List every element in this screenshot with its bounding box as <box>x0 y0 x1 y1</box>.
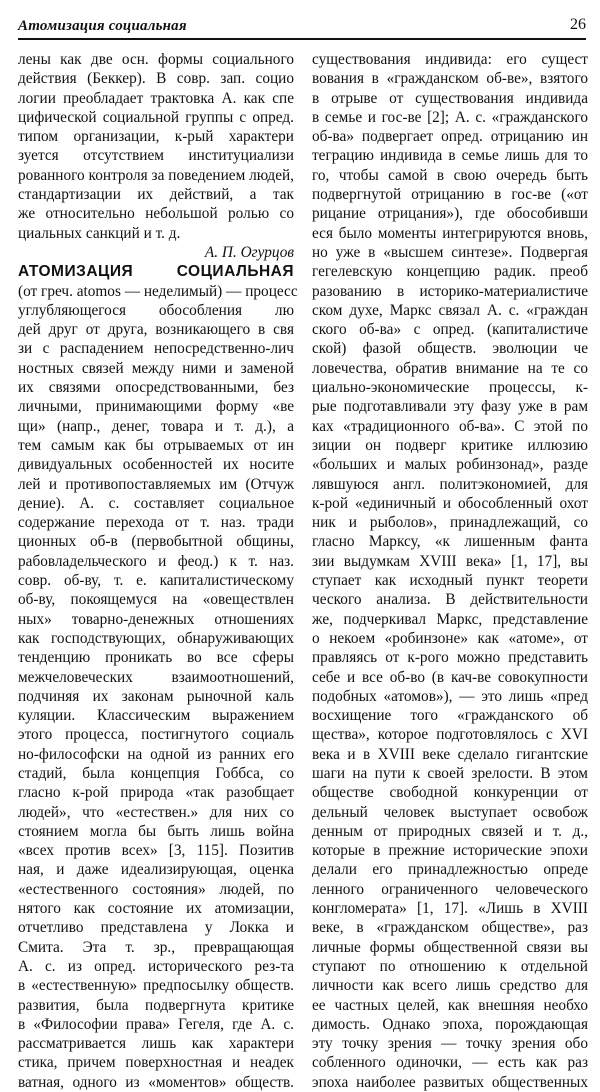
text-line: личные формы общественной связи вы <box>312 938 588 956</box>
text-line: шаги на пути к своей зрелости. В этом <box>312 764 588 782</box>
text-line: ском духе, Маркс связал А. с. «граждан <box>312 301 588 319</box>
text-line: стика, причем поверхностная и неадек <box>18 1054 294 1072</box>
text-line: ностных связей между ними и заменой <box>18 359 294 377</box>
text-line: восхищение того «гражданского об <box>312 707 588 725</box>
text-columns <box>18 50 588 1091</box>
text-line: гегелевскую концепцию радик. преоб <box>312 263 588 281</box>
text-line: зуется отсутствием институциализи <box>18 147 294 165</box>
text-line: в семье и гос-ве [2]; А. с. «гражданского <box>312 108 588 126</box>
text-line: подчиняя их законам рыночной каль <box>18 687 294 705</box>
text-line: конгломерата» [1, 17]. «Лишь в XVIII <box>312 900 588 918</box>
text-line: существования индивида: его сущест <box>312 51 588 68</box>
text-line: о некоем «робинзоне» как «атоме», от <box>312 629 588 647</box>
text-line: денным от природных связей и т. д., <box>312 822 588 840</box>
text-line: действия (Беккер). В совр. зап. социо <box>18 70 294 88</box>
left-column <box>18 50 298 1091</box>
text-line: обществе свободной конкуренции от <box>312 784 588 802</box>
text-line: гласно к-рой природа «так разобщает <box>18 784 294 802</box>
text-line: совр. об-ву, т. е. капиталистическому <box>18 572 294 590</box>
text-line: (от греч. atomos — неделимый) — процесс <box>18 282 298 300</box>
text-line: гласно Марксу, «к лишенным фанта <box>312 533 588 551</box>
text-line: теграцию индивида в семье лишь для то <box>312 147 588 165</box>
text-line: ная, и даже идеализирующая, оценка <box>18 861 294 879</box>
text-line: рованного контроля за поведением людей, <box>18 166 294 184</box>
text-line: нятого как состояние их атомизации, <box>18 900 294 918</box>
running-title: Атомизация социальная <box>18 18 187 34</box>
text-line: стоянием могла бы быть лишь война <box>18 822 294 840</box>
text-line: лены как две осн. формы социального <box>18 51 294 68</box>
text-line: эпоха наиболее развитых общественных <box>312 1073 588 1091</box>
text-line: дельный человек выступает освобож <box>312 803 588 821</box>
text-line: стандартизации их действий, а так <box>18 186 294 204</box>
text-line: правляясь от к-рого можно представить <box>312 649 588 667</box>
text-line: личными, принимающими форму «ве <box>18 398 294 416</box>
text-line: ступают по отношению к отдельной <box>312 957 588 975</box>
text-line: дей друг от друга, возникающего в свя <box>18 321 294 339</box>
text-line: же, подчеркивал Маркс, представление <box>312 610 588 628</box>
text-line: цифической социальной группы с опред. <box>18 108 294 126</box>
text-line: ловечества, обратив внимание на те со <box>312 359 588 377</box>
text-line: ческого анализа. В действительности <box>312 591 588 609</box>
text-line: щества», которое подготовлялось с XVI <box>312 726 588 744</box>
text-line: рые подготавливали эту фазу уже в рам <box>312 398 588 416</box>
text-line: Смита. Эта т. зр., превращающая <box>18 938 294 956</box>
text-line: подвергнутой отрицанию в гос-ве («от <box>312 186 588 204</box>
text-line: об-ва» подвергает опред. отрицанию ин <box>312 128 588 146</box>
text-line: «больших и малых робинзонад», разде <box>312 456 588 474</box>
text-line: ватная, одного из «моментов» обществ. <box>18 1073 294 1091</box>
text-line: в «Философии права» Гегеля, где А. с. <box>18 1015 294 1033</box>
text-line: тем самым как бы отрываемых от ин <box>18 436 294 454</box>
text-line: вования в «гражданском об-ве», взятого <box>312 70 588 88</box>
text-line: в «естественную» предпосылку обществ. <box>18 977 294 995</box>
text-line: как господствующих, обнаруживающих <box>18 629 294 647</box>
text-line: дение). А. с. составляет социальное <box>18 494 294 512</box>
text-line: го, чтобы самой в свою очередь быть <box>312 166 588 184</box>
entry-headword: АТОМИЗАЦИЯ СОЦИАЛЬНАЯ <box>18 263 294 281</box>
text-line: типом организации, к-рый характери <box>18 128 294 146</box>
text-line: себе и все об-во (в кач-ве совокупности <box>312 668 588 686</box>
text-line: зиции он подверг критике иллюзию <box>312 436 588 454</box>
text-line: стадий, была концепция Гоббса, со <box>18 764 294 782</box>
text-line: которые в прежние исторические эпохи <box>312 842 588 860</box>
text-line: межчеловеческих взаимоотношений, <box>18 668 294 686</box>
text-line: их связями опосредствованными, без <box>18 379 294 397</box>
text-line: еся было моменты интегрируются вновь, <box>312 224 588 242</box>
text-line: логии преобладает трактовка А. как спе <box>18 89 294 107</box>
text-line: века и в XVIII веке сделало гигантские <box>312 745 588 763</box>
running-header <box>18 12 586 40</box>
text-line: делали его принадлежностью опреде <box>312 861 588 879</box>
text-line: но-философски на одной из ранних его <box>18 745 294 763</box>
text-line: ской) фазой обществ. эволюции че <box>312 340 588 358</box>
text-line: эту точку зрения — точку зрения обо <box>312 1035 588 1053</box>
text-line: подобных «атомов»), — это лишь «пред <box>312 687 588 705</box>
text-line: этого процесса, постигнутого социаль <box>18 726 294 744</box>
text-line: А. с. из опред. исторического рез-та <box>18 957 294 975</box>
text-line: ных» товарно-денежных отношениях <box>18 610 294 628</box>
text-line: «естественного состояния» людей, по <box>18 880 294 898</box>
text-line: дивидуальных особенностей их носите <box>18 456 294 474</box>
text-line: лявшуюся англ. политэкономией, для <box>312 475 588 493</box>
text-line: людей», что «естествен.» для них со <box>18 803 294 821</box>
text-line: лей и противопоставляемых им (Отчуж <box>18 475 294 493</box>
text-line: содержание перехода от т. наз. тради <box>18 514 294 532</box>
text-line: ступает как исходный пункт теорети <box>312 572 588 590</box>
text-line: углубляющегося обособления лю <box>18 301 294 319</box>
article-author: А. П. Огурцов <box>204 243 294 261</box>
text-line: тенденцию проникать во все сферы <box>18 649 294 667</box>
text-line: зи с распадением непосредственно-лич <box>18 340 294 358</box>
text-line: рицание отрицания»), где обособивши <box>312 205 588 223</box>
text-line: ее частных целей, как внешняя необхо <box>312 996 588 1014</box>
text-line: к-рой «единичный и обособленный охот <box>312 494 588 512</box>
text-line: ленного ограниченного человеческого <box>312 880 588 898</box>
text-line: личности как всего лишь средство для <box>312 977 588 995</box>
text-line: ского об-ва» с опред. (капиталистиче <box>312 321 588 339</box>
right-column <box>312 50 588 1091</box>
text-line: же относительно небольшой ролью со <box>18 205 294 223</box>
text-line: ник и рыболов», принадлежащий, со <box>312 514 588 532</box>
text-line: но уже в «высшем синтезе». Подвергая <box>312 243 588 261</box>
text-line: рабовладельческого и феод.) к т. наз. <box>18 552 294 570</box>
text-line: ках «традиционного об-ва». С этой по <box>312 417 588 435</box>
text-line: отчетливо представлена у Локка и <box>18 919 294 937</box>
text-line: собленного одиночки, — есть как раз <box>312 1054 588 1072</box>
text-line: димость. Однако эпоха, порождающая <box>312 1015 588 1033</box>
text-line: ционных об-в (первобытной общины, <box>18 533 294 551</box>
text-line: «всех против всех» [3, 115]. Позитив <box>18 842 294 860</box>
text-line: в отрыве от существования индивида <box>312 89 588 107</box>
text-line: веке, в «гражданском обществе», раз <box>312 919 588 937</box>
text-line: развития, была подвергнута критике <box>18 996 294 1014</box>
page-number: 26 <box>570 16 586 33</box>
text-line: рассматривается лишь как характери <box>18 1035 294 1053</box>
text-line: разованию в историко-материалистиче <box>312 282 588 300</box>
text-line: об-ву, покоящемуся на «овеществлен <box>18 591 294 609</box>
text-line: куляции. Классическим выражением <box>18 707 294 725</box>
text-line: щи» (напр., денег, товара и т. д.), а <box>18 417 294 435</box>
text-line: циально-экономические процессы, к- <box>312 379 588 397</box>
text-line: циальных санкций и т. д. <box>18 224 181 242</box>
text-line: зии выдумкам XVIII века» [1, 17], вы <box>312 552 588 570</box>
